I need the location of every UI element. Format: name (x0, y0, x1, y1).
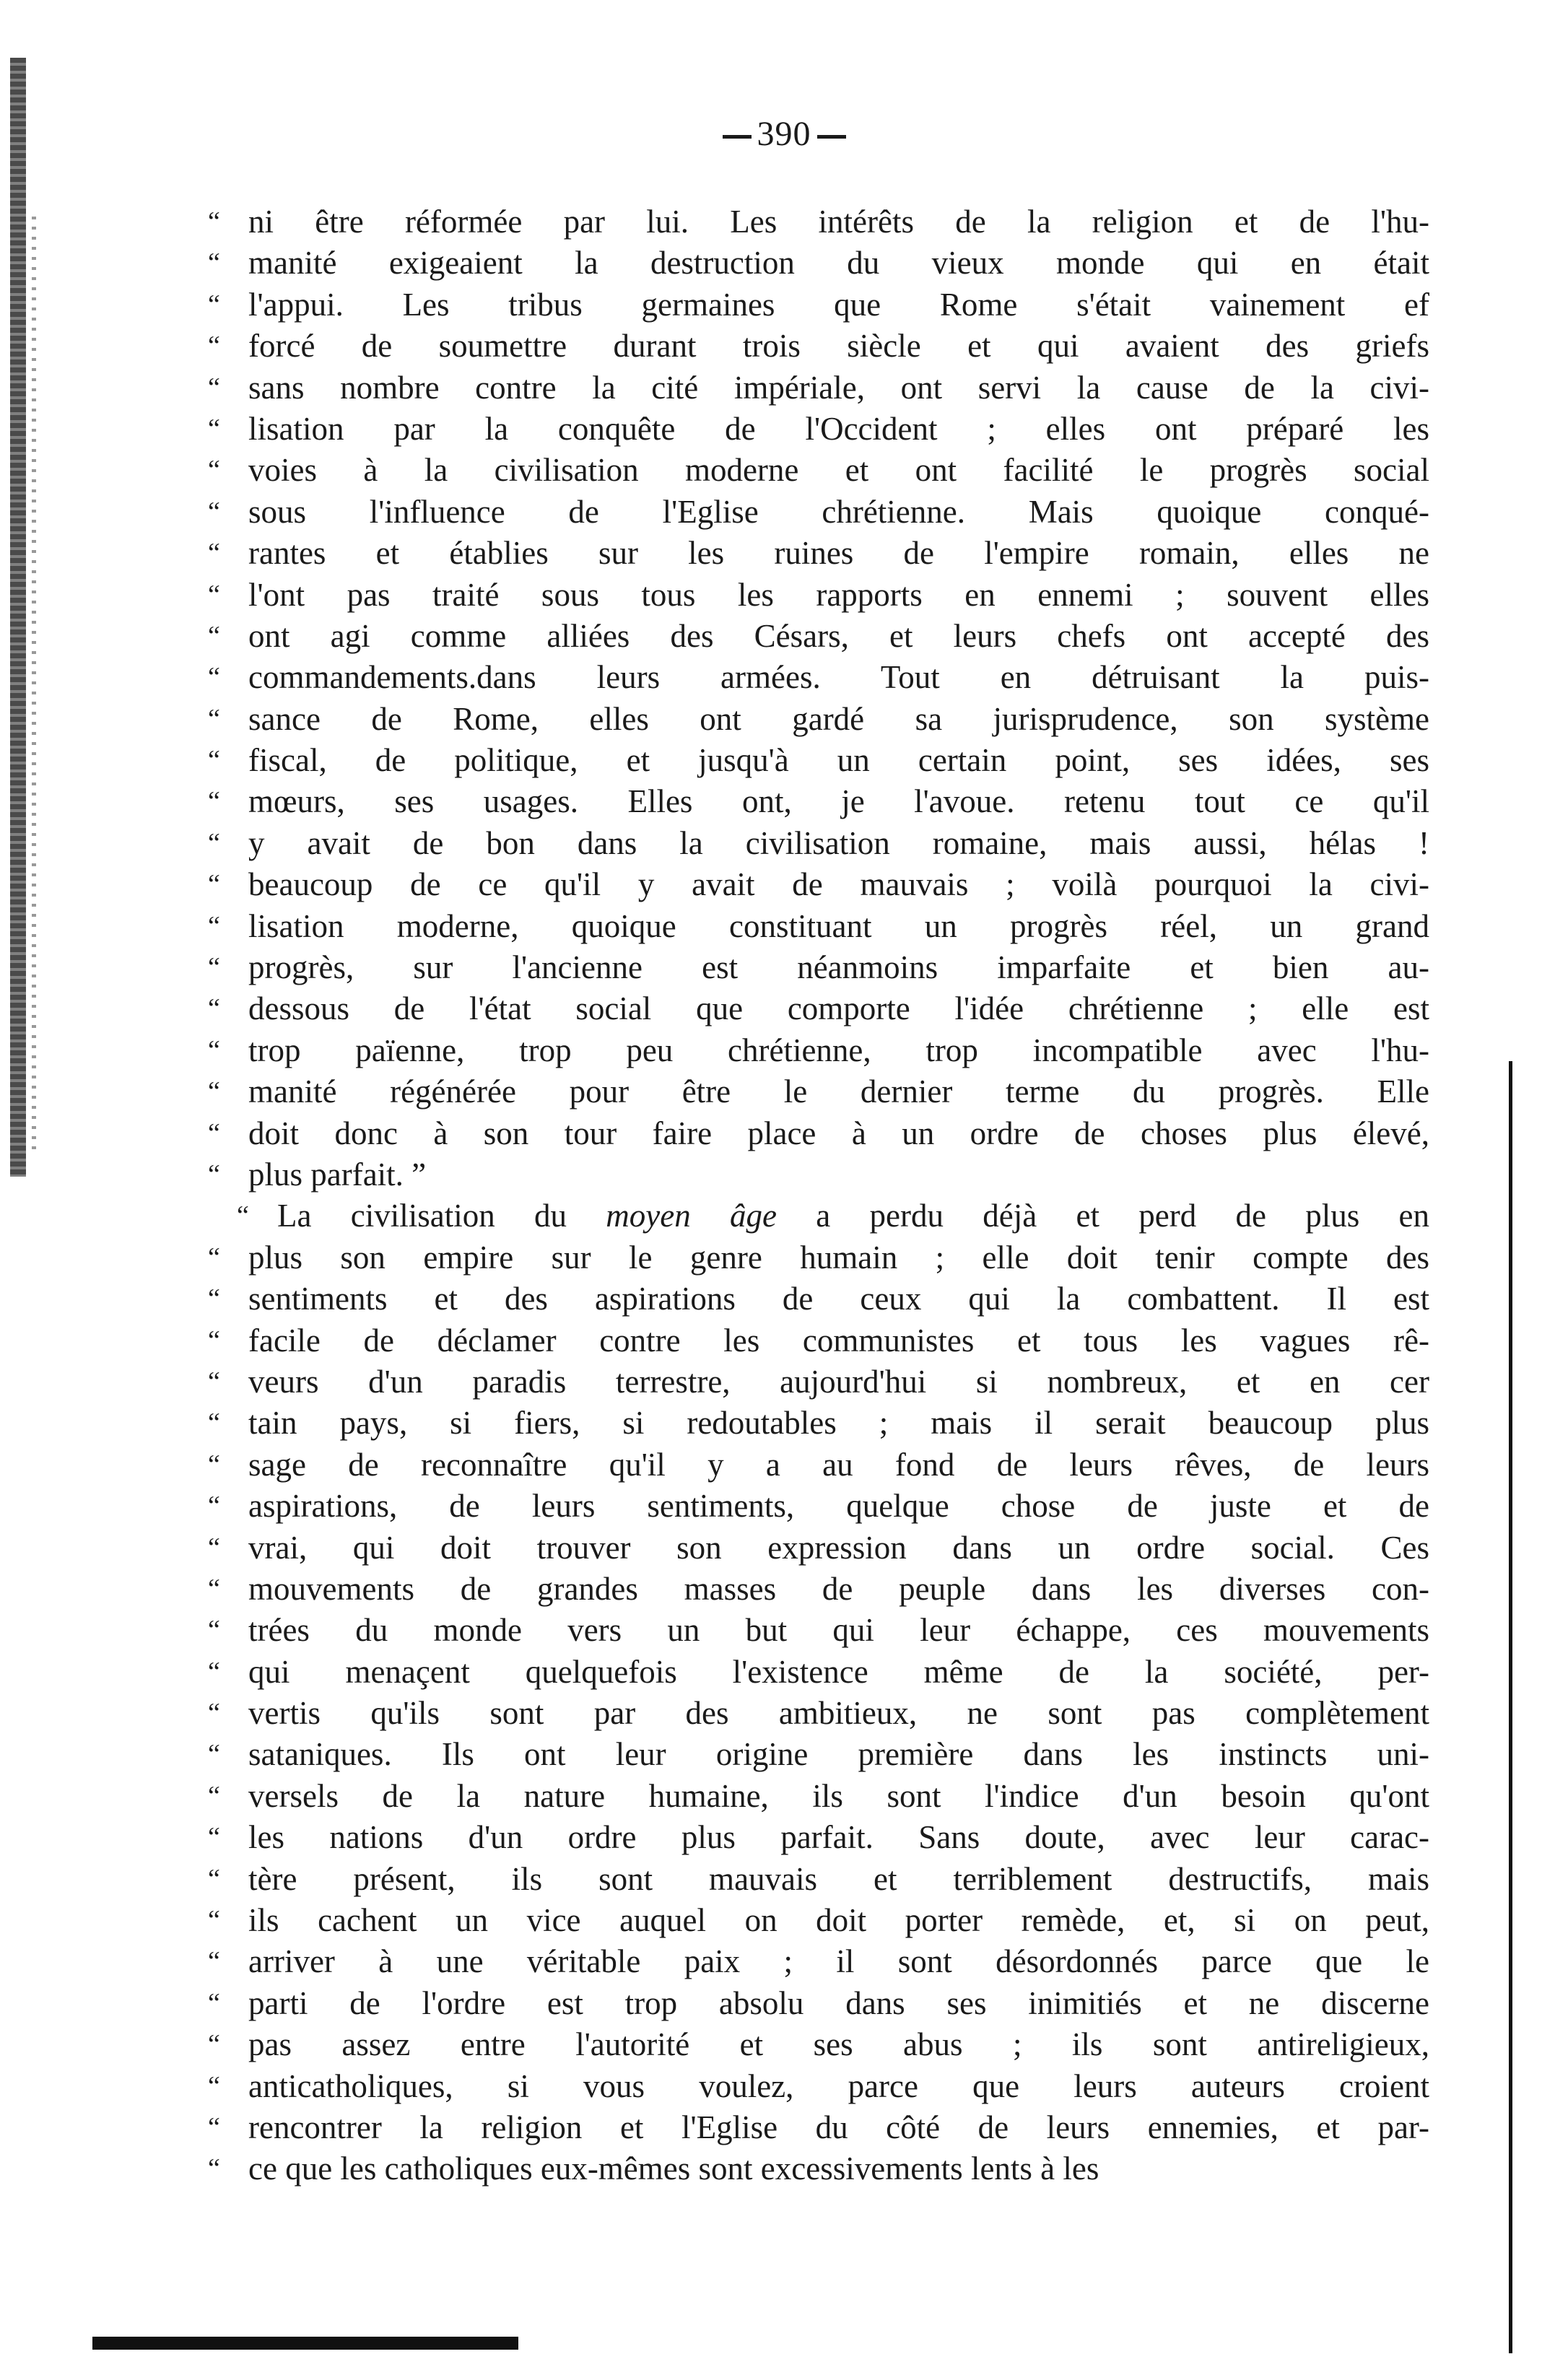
line-text: y avait de bon dans la civilisation romaine, mais aussi, hélas ! (248, 824, 1429, 861)
quote-mark: “ (208, 1283, 220, 1315)
line-text: voies à la civilisation moderne et ont facilité le progrès social (248, 452, 1429, 489)
text-line (208, 1652, 1429, 1693)
line-text: ni être réformée par lui. Les intérêts de la religion et de l'hu- (248, 204, 1429, 240)
text-line (208, 1734, 1429, 1775)
text-line (208, 2148, 1429, 2189)
quote-mark: “ (208, 703, 220, 734)
text-line (208, 1278, 1429, 1320)
line-text: commandements.dans leurs armées. Tout en détruisant la puis- (248, 659, 1429, 696)
line-text: plus son empire sur le genre humain ; elle doit tenir compte des (248, 1239, 1429, 1276)
text-line (208, 906, 1429, 947)
text-line (208, 1444, 1429, 1486)
line-text: l'appui. Les tribus germaines que Rome s'était vainement ef (248, 286, 1429, 323)
text-line (208, 1610, 1429, 1651)
text-line (208, 575, 1429, 616)
line-text: forcé de soumettre durant trois siècle et qui avaient des griefs (248, 328, 1429, 365)
quote-mark: “ (208, 538, 220, 569)
line-text: mouvements de grandes masses de peuple dans les diverses con- (248, 1570, 1429, 1607)
quote-mark: “ (237, 1200, 249, 1232)
text-line (208, 284, 1429, 326)
text-line (208, 450, 1429, 491)
line-text: aspirations, de leurs sentiments, quelque chose de juste et de (248, 1488, 1429, 1525)
line-text: dessous de l'état social que comporte l'idée chrétienne ; elle est (248, 990, 1429, 1027)
line-text: lisation moderne, quoique constituant un progrès réel, un grand (248, 907, 1429, 944)
quote-mark: “ (208, 1034, 220, 1065)
quote-mark: “ (208, 1325, 220, 1356)
text-line (208, 699, 1429, 740)
quote-mark: “ (208, 1532, 220, 1563)
quote-mark: “ (208, 1408, 220, 1439)
quote-mark: “ (208, 579, 220, 610)
text-line (208, 201, 1429, 243)
line-text: mœurs, ses usages. Elles ont, je l'avoue. retenu tout ce qu'il (248, 783, 1429, 820)
quote-mark: “ (208, 786, 220, 817)
quote-mark: “ (208, 1159, 220, 1190)
text-line (208, 657, 1429, 698)
line-text: sentiments et des aspirations de ceux qui la combattent. Il est (248, 1281, 1429, 1317)
line-text: versels de la nature humaine, ils sont l'indice d'un besoin qu'ont (248, 1777, 1429, 1814)
text-line (208, 1154, 1429, 1195)
quote-mark: “ (208, 2153, 220, 2184)
line-text: progrès, sur l'ancienne est néanmoins imparfaite et bien au- (248, 949, 1429, 986)
line-text: plus parfait. ” (248, 1156, 427, 1193)
line-text: tain pays, si fiers, si redoutables ; mais il serait beaucoup plus (248, 1405, 1429, 1442)
quote-mark: “ (208, 2111, 220, 2142)
line-text: l'ont pas traité sous tous les rapports en ennemi ; souvent elles (248, 576, 1429, 613)
quote-mark: “ (208, 1076, 220, 1107)
quote-mark: “ (208, 910, 220, 941)
text-line (208, 1900, 1429, 1941)
text-line (208, 243, 1429, 284)
quote-mark: “ (208, 993, 220, 1024)
text-line (208, 2107, 1429, 2148)
text-line (208, 781, 1429, 822)
quote-mark: “ (208, 1656, 220, 1687)
text-line (208, 864, 1429, 905)
text-line (208, 1859, 1429, 1900)
line-text: ce que les catholiques eux-mêmes sont excessivements lents à les (248, 2150, 1099, 2187)
italic-term: moyen âge (606, 1198, 777, 1234)
quote-mark: “ (208, 248, 220, 279)
quote-mark: “ (208, 1905, 220, 1936)
quote-mark: “ (208, 1739, 220, 1770)
text-line (208, 1195, 1429, 1237)
line-text: ils cachent un vice auquel on doit porter remède, et, si on peut, (248, 1902, 1429, 1939)
line-text: sage de reconnaître qu'il y a au fond de leurs rêves, de leurs (248, 1446, 1429, 1483)
text-line (208, 1071, 1429, 1112)
line-text: sans nombre contre la cité impériale, ont servi la cause de la civi- (248, 369, 1429, 406)
quote-mark: “ (208, 1822, 220, 1853)
line-text: trop païenne, trop peu chrétienne, trop incompatible avec l'hu- (248, 1032, 1429, 1068)
text-line (208, 740, 1429, 781)
text-line (208, 1941, 1429, 1982)
page-number: 390 (0, 114, 1568, 154)
quote-mark: “ (208, 1242, 220, 1273)
right-margin-rule (1509, 1061, 1512, 2353)
text-line (208, 492, 1429, 533)
text-line (208, 1403, 1429, 1444)
text-line (208, 823, 1429, 864)
quote-mark: “ (208, 1449, 220, 1480)
line-text: pas assez entre l'autorité et ses abus ; ils sont antireligieux, (248, 2026, 1429, 2063)
text-line (208, 1486, 1429, 1527)
line-text: qui menaçent quelquefois l'existence même de la société, per- (248, 1653, 1429, 1690)
binding-edge (10, 58, 26, 1177)
line-text: sous l'influence de l'Eglise chrétienne. Mais quoique conqué- (248, 493, 1429, 530)
line-text: lisation par la conquête de l'Occident ; elles ont préparé les (248, 410, 1429, 447)
line-text: fiscal, de politique, et jusqu'à un certain point, ses idées, ses (248, 742, 1429, 779)
line-text: ont agi comme alliées des Césars, et leurs chefs ont accepté des (248, 617, 1429, 654)
quote-mark: “ (208, 952, 220, 983)
line-text: parti de l'ordre est trop absolu dans ses inimitiés et ne discerne (248, 1984, 1429, 2021)
quote-mark: “ (208, 827, 220, 858)
quote-mark: “ (208, 455, 220, 486)
line-text: trées du monde vers un but qui leur échappe, ces mouvements (248, 1612, 1429, 1649)
bottom-scan-bar (92, 2337, 518, 2350)
body-text (208, 201, 1429, 2190)
quote-mark: “ (208, 1117, 220, 1148)
line-text: veurs d'un paradis terrestre, aujourd'hui si nombreux, et en cer (248, 1363, 1429, 1400)
line-text: doit donc à son tour faire place à un ordre de choses plus élevé, (248, 1115, 1429, 1151)
text-line (208, 1693, 1429, 1734)
text-line (208, 1320, 1429, 1361)
line-text: rencontrer la religion et l'Eglise du côté de leurs ennemies, et par- (248, 2109, 1429, 2145)
text-line (208, 988, 1429, 1029)
text-line (208, 1569, 1429, 1610)
text-line (208, 1817, 1429, 1858)
line-text: La civilisation du (277, 1198, 606, 1234)
line-text: beaucoup de ce qu'il y avait de mauvais ; voilà pourquoi la civi- (248, 866, 1429, 903)
line-text: sataniques. Ils ont leur origine première dans les instincts uni- (248, 1736, 1429, 1773)
text-line (208, 1030, 1429, 1071)
quote-mark: “ (208, 2029, 220, 2060)
line-text: arriver à une véritable paix ; il sont désordonnés parce que le (248, 1943, 1429, 1980)
binding-edge-marks (32, 217, 36, 1155)
text-line (208, 1361, 1429, 1403)
line-text: les nations d'un ordre plus parfait. Sans doute, avec leur carac- (248, 1819, 1429, 1856)
text-line (208, 1237, 1429, 1278)
quote-mark: “ (208, 331, 220, 362)
text-line (208, 326, 1429, 367)
quote-mark: “ (208, 620, 220, 651)
text-line (208, 533, 1429, 574)
quote-mark: “ (208, 869, 220, 900)
text-line (208, 367, 1429, 409)
quote-mark: “ (208, 662, 220, 693)
quote-mark: “ (208, 496, 220, 527)
line-text: a perdu déjà et perd de plus en (776, 1198, 1429, 1234)
quote-mark: “ (208, 1863, 220, 1894)
text-line (208, 616, 1429, 657)
quote-mark: “ (208, 1987, 220, 2018)
quote-mark: “ (208, 1573, 220, 1604)
quote-mark: “ (208, 1780, 220, 1811)
line-text: vrai, qui doit trouver son expression dans un ordre social. Ces (248, 1529, 1429, 1566)
line-text: rantes et établies sur les ruines de l'empire romain, elles ne (248, 535, 1429, 572)
line-text: facile de déclamer contre les communistes et tous les vagues rê- (248, 1322, 1429, 1359)
quote-mark: “ (208, 372, 220, 403)
text-line (208, 1113, 1429, 1154)
text-line (208, 1527, 1429, 1569)
quote-mark: “ (208, 2070, 220, 2101)
quote-mark: “ (208, 1698, 220, 1729)
quote-mark: “ (208, 206, 220, 237)
text-line (208, 1983, 1429, 2024)
quote-mark: “ (208, 1615, 220, 1646)
text-line (208, 1776, 1429, 1817)
quote-mark: “ (208, 745, 220, 776)
quote-mark: “ (208, 1366, 220, 1397)
line-text: manité exigeaient la destruction du vieux monde qui en était (248, 245, 1429, 282)
line-text: anticatholiques, si vous voulez, parce que leurs auteurs croient (248, 2067, 1429, 2104)
text-line (208, 409, 1429, 450)
line-text: tère présent, ils sont mauvais et terriblement destructifs, mais (248, 1860, 1429, 1897)
quote-mark: “ (208, 413, 220, 444)
quote-mark: “ (208, 1946, 220, 1977)
text-line (208, 2066, 1429, 2107)
text-line (208, 947, 1429, 988)
line-text: sance de Rome, elles ont gardé sa jurisprudence, son système (248, 700, 1429, 737)
quote-mark: “ (208, 1491, 220, 1522)
line-text: manité régénérée pour être le dernier terme du progrès. Elle (248, 1073, 1429, 1110)
line-text: vertis qu'ils sont par des ambitieux, ne sont pas complètement (248, 1695, 1429, 1732)
quote-mark: “ (208, 289, 220, 320)
text-line (208, 2024, 1429, 2065)
